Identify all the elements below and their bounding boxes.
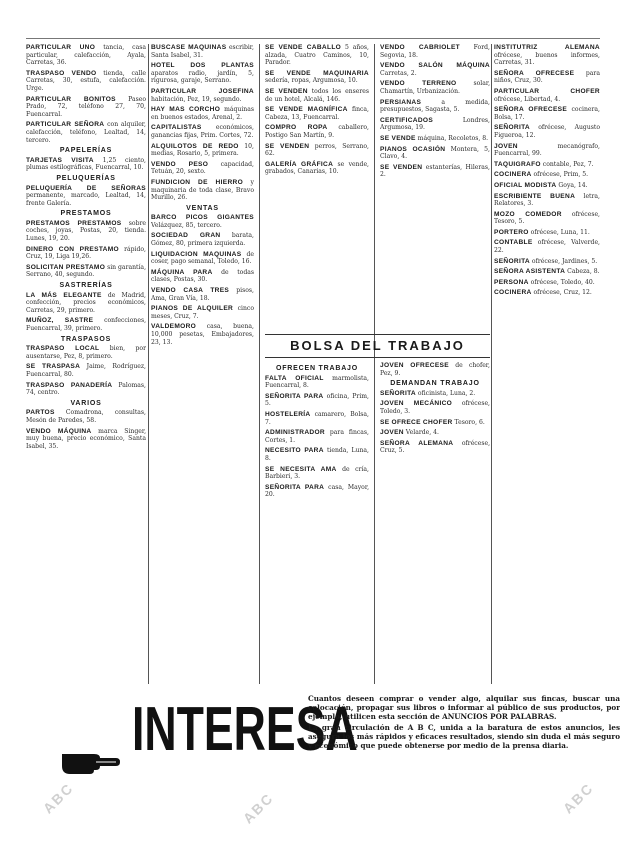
ad-body: Tesoro, 6.: [452, 418, 485, 426]
ad-body: marmolista, Fuencarral, 8.: [265, 374, 369, 390]
classified-ad: [494, 124, 600, 139]
column-5: [494, 44, 600, 684]
classified-ad: [380, 99, 490, 114]
ad-body: 5 años, alzada, Cuatro Caminos, 10, Parador.: [265, 44, 369, 67]
ad-body: se vende, grabados, Canarias, 10.: [265, 160, 369, 176]
ad-lead: PRESTAMOS PRESTAMOS: [26, 219, 122, 227]
ad-lead: JOVEN: [494, 142, 518, 150]
ad-body: ofrécese, Prim, 5.: [531, 171, 589, 179]
classified-ad: [151, 106, 254, 121]
ad-body: cocinera, Bolsa, 17.: [494, 106, 600, 121]
classified-ad: [151, 143, 254, 158]
classified-ad: [380, 164, 490, 179]
ad-body: 10, medias, Rosario, 5, primera.: [151, 142, 254, 158]
classified-ad: [26, 246, 146, 261]
ad-body: oficina, Prim, 5.: [265, 392, 369, 408]
ad-lead: SE VENDEN: [265, 142, 310, 150]
ad-body: ofrécese, Cruz, 12.: [531, 289, 592, 297]
ad-lead: SEÑORITA: [494, 124, 530, 132]
ad-body: tienda, calle Carretas, 30, estufa, calefacción. Urge.: [26, 69, 146, 92]
watermark: ABC: [559, 779, 597, 817]
section-heading: PAPELERÍAS: [59, 147, 113, 155]
promo-paragraph-2: La gran circulación de A B C, unida a la baratura de estos anuncios, les asegura los más rápidos y eficaces resultados, siendo sin duda el más seguro y económico que puede obtenerse por medio de la prensa diaria.: [308, 723, 620, 750]
classified-ad: [380, 429, 490, 437]
ad-lead: SEÑORA OFRECESE: [494, 106, 568, 114]
ad-lead: SEÑORITA: [380, 389, 416, 397]
ad-lead: CERTIFICADOS: [380, 116, 434, 124]
classified-ad: [380, 440, 490, 455]
ad-lead: ESCRIBIENTE BUENA: [494, 192, 576, 200]
ad-lead: MUÑOZ, SASTRE: [26, 317, 94, 325]
classified-ad: [26, 70, 146, 93]
ad-body: ofrécese, Augusto Figueroa, 12.: [494, 124, 600, 139]
ad-lead: PIANOS OCASIÓN: [380, 145, 446, 153]
ad-body: de cría, Barbieri, 3.: [265, 465, 369, 481]
classified-ad: [494, 88, 600, 103]
classified-ad: [26, 345, 146, 360]
ad-lead: SE NECESITA AMA: [265, 465, 337, 473]
ad-body: ofrécese, Toledo, 3.: [380, 400, 490, 415]
classified-ad: [26, 409, 146, 424]
ad-lead: CAPITALISTAS: [151, 124, 202, 132]
ad-body: todos los enseres de un hotel, Alcalá, 146.: [265, 87, 369, 103]
ad-body: estanterías, Hileras, 2.: [380, 163, 490, 179]
ad-body: Velarde, 4.: [403, 429, 439, 437]
ad-body: perros, Serrano, 62.: [265, 142, 369, 158]
classified-ad: [265, 447, 369, 462]
classified-ad: [26, 317, 146, 332]
classified-ad: [151, 124, 254, 139]
ad-body: ofrécese, Jardines, 5.: [529, 257, 598, 265]
ad-body: de todas clases, Postas, 30.: [151, 268, 254, 284]
ad-body: tancia, casa particular, calefacción, Ayala, Carretas, 36.: [26, 44, 146, 67]
ad-body: oficinista, Luna, 2.: [415, 389, 476, 397]
ad-lead: MOZO COMEDOR: [494, 210, 562, 218]
ad-body: Cabeza, 8.: [565, 268, 600, 276]
classified-ad: [494, 229, 600, 237]
ad-body: máquina, Recoletos, 8.: [415, 134, 489, 142]
ad-body: con alquiler, calefacción, teléfono, Lealtad, 14, tercero.: [26, 121, 146, 144]
bolsa-column-2: [380, 362, 490, 682]
ad-lead: DINERO CON PRESTAMO: [26, 245, 119, 253]
classified-ad: [26, 185, 146, 208]
classified-ad: [265, 143, 369, 158]
ad-lead: TAQUIGRAFO: [494, 160, 541, 168]
ad-body: para fincas, Cortes, 1.: [265, 429, 369, 444]
ad-lead: PIANOS DE ALQUILER: [151, 305, 234, 313]
ad-lead: HAY MAS CORCHO: [151, 106, 221, 114]
ad-lead: MÁQUINA PARA: [151, 268, 213, 276]
ad-body: caballero, Postigo San Martín, 9.: [265, 124, 369, 139]
classified-ad: [26, 44, 146, 67]
watermark: ABC: [39, 779, 77, 817]
top-rule: [26, 38, 600, 39]
bolsa-column-1: [265, 362, 369, 682]
ad-lead: ADMINISTRADOR: [265, 429, 325, 437]
ad-lead: VENDO PESO: [151, 160, 209, 168]
column-divider: [148, 44, 149, 684]
section-heading: PELUQUERÍAS: [56, 174, 116, 182]
classified-ad: [380, 146, 490, 161]
ad-lead: ALQUILOTOS DE REDO: [151, 142, 239, 150]
ad-lead: SE TRASPASA: [26, 363, 81, 371]
ad-lead: FUNDICION DE HIERRO: [151, 178, 243, 186]
ad-lead: VENDO MÁQUINA: [26, 427, 92, 435]
ad-body: Comadrona, consultas, Mesón de Paredes, 58.: [26, 409, 146, 424]
ad-body: bien, por ausentarse, Pez, 8, primero.: [26, 345, 146, 360]
classified-ad: [265, 161, 369, 176]
bolsa-del-trabajo-heading: BOLSA DEL TRABAJO: [265, 334, 490, 358]
ad-body: mecanógrafo, Fuencarral, 99.: [494, 142, 600, 158]
classified-ad: [26, 264, 146, 279]
classified-ad: [494, 106, 600, 121]
promo-text: [308, 694, 620, 750]
classified-ad: [26, 363, 146, 378]
ad-body: rápido, Cruz, 19, Liga 19,26.: [26, 245, 146, 261]
ad-body: Carretas, 2.: [380, 69, 417, 77]
classified-ad: [494, 289, 600, 297]
classified-ad: [151, 88, 254, 103]
ad-body: contable, Pez, 7.: [540, 160, 594, 168]
classified-ad: [265, 375, 369, 390]
ad-lead: PARTICULAR CHOFER: [494, 87, 600, 95]
classified-ad: [494, 171, 600, 179]
classified-ad: [151, 232, 254, 247]
classified-ad: [494, 161, 600, 169]
classified-ad: [151, 161, 254, 176]
classified-ad: [151, 269, 254, 284]
classified-ad: [265, 70, 369, 85]
ad-lead: HOSTELERÍA: [265, 410, 311, 418]
ad-body: Paseo Prado, 72, teléfono 27, 70, Fuencarral.: [26, 95, 146, 118]
ad-lead: INSTITUTRIZ ALEMANA: [494, 44, 600, 51]
column-4: [380, 44, 490, 384]
ad-lead: LA MÁS ELEGANTE: [26, 291, 102, 299]
section-heading: OFRECEN TRABAJO: [275, 365, 358, 372]
classified-ad: [151, 305, 254, 320]
classified-ad: [151, 179, 254, 202]
ad-lead: OFICIAL MODISTA: [494, 181, 557, 189]
classified-ad: [494, 193, 600, 208]
section-heading: VENTAS: [186, 204, 219, 212]
ad-body: sedería, ropas, Argumosa, 10.: [265, 77, 358, 85]
ad-lead: SE VENDE: [380, 134, 416, 142]
classified-ad: [26, 382, 146, 397]
classified-ad: [494, 70, 600, 85]
ad-lead: JOVEN MECÁNICO: [380, 400, 453, 408]
ad-lead: SEÑORITA PARA: [265, 483, 325, 491]
ad-body: máquinas en buenos estados, Arenal, 2.: [151, 106, 254, 121]
ad-body: de Madrid, confección, precios económicos, Carretas, 29, primero.: [26, 291, 146, 314]
ad-body: Montera, 5, Clavo, 4.: [380, 145, 490, 161]
section-heading: SASTRERÍAS: [59, 282, 113, 290]
ad-lead: BUSCASE MÁQUINAS: [151, 44, 227, 51]
classified-ad: [26, 428, 146, 451]
ad-lead: SEÑORA ASISTENTA: [494, 268, 566, 276]
ad-body: confecciones, Fuencarral, 39, primero.: [26, 317, 146, 332]
ad-lead: COMPRO ROPA: [265, 124, 328, 132]
section-heading: DEMANDAN TRABAJO: [390, 380, 480, 388]
ad-body: barata, Gómez, 80, primera izquierda.: [151, 232, 254, 248]
section-heading: TRASPASOS: [60, 335, 112, 343]
column-2: [151, 44, 254, 684]
ad-lead: LIQUIDACION MAQUINAS: [151, 250, 242, 258]
classified-ad: [494, 258, 600, 266]
classified-ad: [494, 268, 600, 276]
ad-lead: VENDO CASA TRES: [151, 287, 230, 295]
classified-ad: [151, 62, 254, 85]
ad-body: sobre coches, joyas, Postas, 20, tienda. Lunes, 19, 20.: [26, 219, 146, 243]
ad-lead: FALTA OFICIAL: [265, 374, 324, 382]
classified-ad: [265, 106, 369, 121]
ad-body: permanente, marcado, Lealtad, 14, frente Galería.: [26, 192, 146, 207]
ad-lead: BARCO PICOS GIGANTES: [151, 214, 254, 222]
classified-ad: [265, 393, 369, 408]
ad-lead: PARTOS: [26, 409, 55, 417]
ad-lead: GALERÍA GRÁFICA: [265, 160, 334, 168]
ad-lead: SE VENDEN: [265, 87, 308, 95]
ad-body: y maquinaria de toda clase, Bravo Murillo, 26.: [151, 178, 254, 202]
ad-lead: HOTEL DOS PLANTAS: [151, 62, 254, 70]
ad-lead: PARTICULAR BONITOS: [26, 95, 116, 103]
ad-lead: VENDO TERRENO: [380, 80, 457, 88]
ad-lead: JOVEN: [380, 429, 404, 437]
ad-lead: NECESITO PARA: [265, 447, 324, 455]
pointing-hand-icon: [60, 740, 120, 780]
classified-ad: [151, 323, 254, 346]
ad-body: ofrécese, Tesoro, 5.: [494, 210, 600, 226]
ad-lead: TRASPASO LOCAL: [26, 345, 100, 353]
ad-body: Ford, Segovia, 18.: [380, 44, 490, 59]
ad-body: ofrécese, Toledo, 40.: [528, 278, 595, 286]
classified-ad: [494, 239, 600, 254]
classified-ad: [265, 411, 369, 426]
ad-lead: VALDEMORO: [151, 323, 197, 331]
ad-lead: PARTICULAR UNO: [26, 44, 96, 51]
classified-ad: [265, 466, 369, 481]
ad-body: a medida, presupuestos, Sagasta, 5.: [380, 98, 490, 114]
section-heading: VARIOS: [70, 399, 102, 407]
column-divider: [491, 44, 492, 684]
ad-lead: COCINERA: [494, 289, 532, 297]
ad-lead: SE VENDE MAQUINARIA: [265, 69, 369, 77]
ad-body: ofrécese, Libertad, 4.: [494, 95, 561, 103]
ad-lead: VENDO SALÓN MÁQUINA: [380, 62, 490, 70]
ad-body: camarero, Bolsa, 7.: [265, 410, 369, 426]
ad-lead: PARTICULAR SEÑORA: [26, 121, 105, 129]
ad-body: pisos, Ama, Gran Vía, 18.: [151, 287, 254, 302]
watermark: ABC: [239, 789, 277, 827]
classified-ad: [265, 429, 369, 444]
classified-ad: [380, 400, 490, 415]
ad-lead: TARJETAS VISITA: [26, 156, 94, 164]
ad-body: Londres, Argumosa, 19.: [380, 116, 490, 132]
ad-body: letra, Relatores, 3.: [494, 192, 600, 208]
ad-body: casa, Mayor, 20.: [265, 483, 369, 499]
section-heading: PRESTAMOS: [60, 210, 112, 218]
ad-lead: PERSONA: [494, 278, 529, 286]
ad-body: habitación, Pez, 19, segundo.: [151, 95, 242, 103]
classified-ad: [380, 362, 490, 377]
ad-lead: PELUQUERÍA DE SEÑORAS: [26, 184, 146, 192]
ad-body: ofrécese, Valverde, 22.: [494, 239, 600, 255]
ad-lead: TRASPASO VENDO: [26, 69, 97, 77]
classified-ad: [494, 211, 600, 226]
classified-ad: [151, 44, 254, 59]
ad-body: capacidad, Tetuán, 20, sexto.: [151, 160, 254, 176]
ad-body: finca, Cabeza, 13, Fuencarral.: [265, 106, 369, 121]
classified-ad: [26, 292, 146, 315]
ad-body: solar, Chamartín, Urbanización.: [380, 80, 490, 95]
ad-body: casa, buena, 10,000 pesetas, Embajadores, 23, 13.: [151, 323, 254, 346]
classified-ad: [380, 44, 490, 59]
ad-lead: SE OFRECE CHOFER: [380, 418, 453, 426]
classified-ad: [265, 484, 369, 499]
ad-body: Palomas, 74, centro.: [26, 381, 146, 397]
promo-paragraph-1: Cuantos deseen comprar o vender algo, alquilar sus fincas, buscar una colocación, propagar sus libros o informar al público de sus productos, por ejemplo, utilicen esta sección de ANUNCIOS POR PALABRAS.: [308, 694, 620, 721]
classified-ad: [380, 80, 490, 95]
classified-ad: [26, 220, 146, 243]
ad-body: Goya, 14.: [556, 181, 588, 189]
ad-body: tienda, Luna, 8.: [265, 447, 369, 462]
ad-lead: JOVEN OFRÉCESE: [380, 362, 449, 369]
ad-body: aparatos radio, jardín, 5, rigurosa, garaje, Serrano.: [151, 69, 254, 85]
classified-ad: [151, 251, 254, 266]
ad-body: de coser, pago semanal, Toledo, 16.: [151, 250, 254, 266]
classified-ad: [494, 279, 600, 287]
ad-lead: COCINERA: [494, 171, 532, 179]
classified-ad: [380, 390, 490, 398]
interesa-banner: [60, 690, 620, 830]
classified-ad: [265, 124, 369, 139]
ad-lead: SOLICITAN PRESTAMO: [26, 263, 106, 271]
ad-lead: SEÑORITA PARA: [265, 392, 324, 400]
ad-lead: CONTABLE: [494, 239, 533, 247]
ad-lead: PARTICULAR JOSEFINA: [151, 87, 254, 95]
ad-lead: SOCIEDAD GRAN: [151, 232, 221, 240]
ad-lead: SE VENDEN: [380, 163, 423, 171]
ad-body: cinco meses, Cruz, 7.: [151, 305, 254, 320]
classified-ad: [151, 287, 254, 302]
column-1: [26, 44, 146, 684]
column-divider: [259, 44, 260, 684]
ad-lead: SEÑORITA: [494, 257, 530, 265]
classified-ad: [380, 419, 490, 427]
classified-ad: [151, 214, 254, 229]
classified-ad: [26, 96, 146, 119]
ad-body: ofrécese, Luna, 11.: [528, 228, 590, 236]
classified-ad: [494, 182, 600, 190]
interesa-headline: INTERESA: [132, 695, 358, 764]
classified-ad: [380, 135, 490, 143]
classified-ad: [265, 44, 369, 67]
ad-lead: TRASPASO PANADERÍA: [26, 381, 113, 389]
ad-body: Jaime, Rodríguez, Fuencarral, 80.: [26, 363, 146, 378]
ad-body: para niños, Cruz, 30.: [494, 69, 600, 85]
classified-ad: [494, 143, 600, 158]
classified-ad: [494, 44, 600, 67]
classified-ad: [265, 88, 369, 103]
ad-body: ofrécese, buenos informes, Carretas, 31.: [494, 51, 600, 67]
ad-lead: PERSIANAS: [380, 98, 422, 106]
ad-body: marca Singer, muy buena, precio económico, Santa Isabel, 35.: [26, 427, 146, 450]
ad-lead: SE VENDE CABALLO: [265, 44, 342, 51]
ad-body: de chofer, Pez, 9.: [380, 362, 490, 377]
classified-ad: [26, 121, 146, 144]
ad-body: sin garantía, Serrano, 40, segundo.: [26, 263, 146, 279]
classified-ad: [380, 62, 490, 77]
classified-ad: [380, 117, 490, 132]
ad-body: ofrécese, Cruz, 5.: [380, 439, 490, 455]
column-divider: [374, 44, 375, 684]
ad-lead: VENDO CABRIOLET: [380, 44, 460, 51]
ad-lead: SE VENDE MAGNÍFICA: [265, 106, 348, 114]
ad-lead: PORTERO: [494, 228, 529, 236]
ad-lead: SEÑORA OFRECESE: [494, 69, 575, 77]
ad-body: Velázquez, 85, tercero.: [151, 221, 222, 229]
column-3: [265, 44, 369, 334]
ad-body: 1,25 ciento, plumas estilográficas, Fuencarral, 10.: [26, 156, 146, 172]
ad-lead: SEÑORA ALEMANA: [380, 439, 454, 447]
ad-body: económicos, ganancias fijas, Prim. Cortes, 72.: [151, 124, 254, 139]
classified-ad: [26, 157, 146, 172]
ad-body: escribir, Santa Isabel, 31.: [151, 44, 254, 59]
